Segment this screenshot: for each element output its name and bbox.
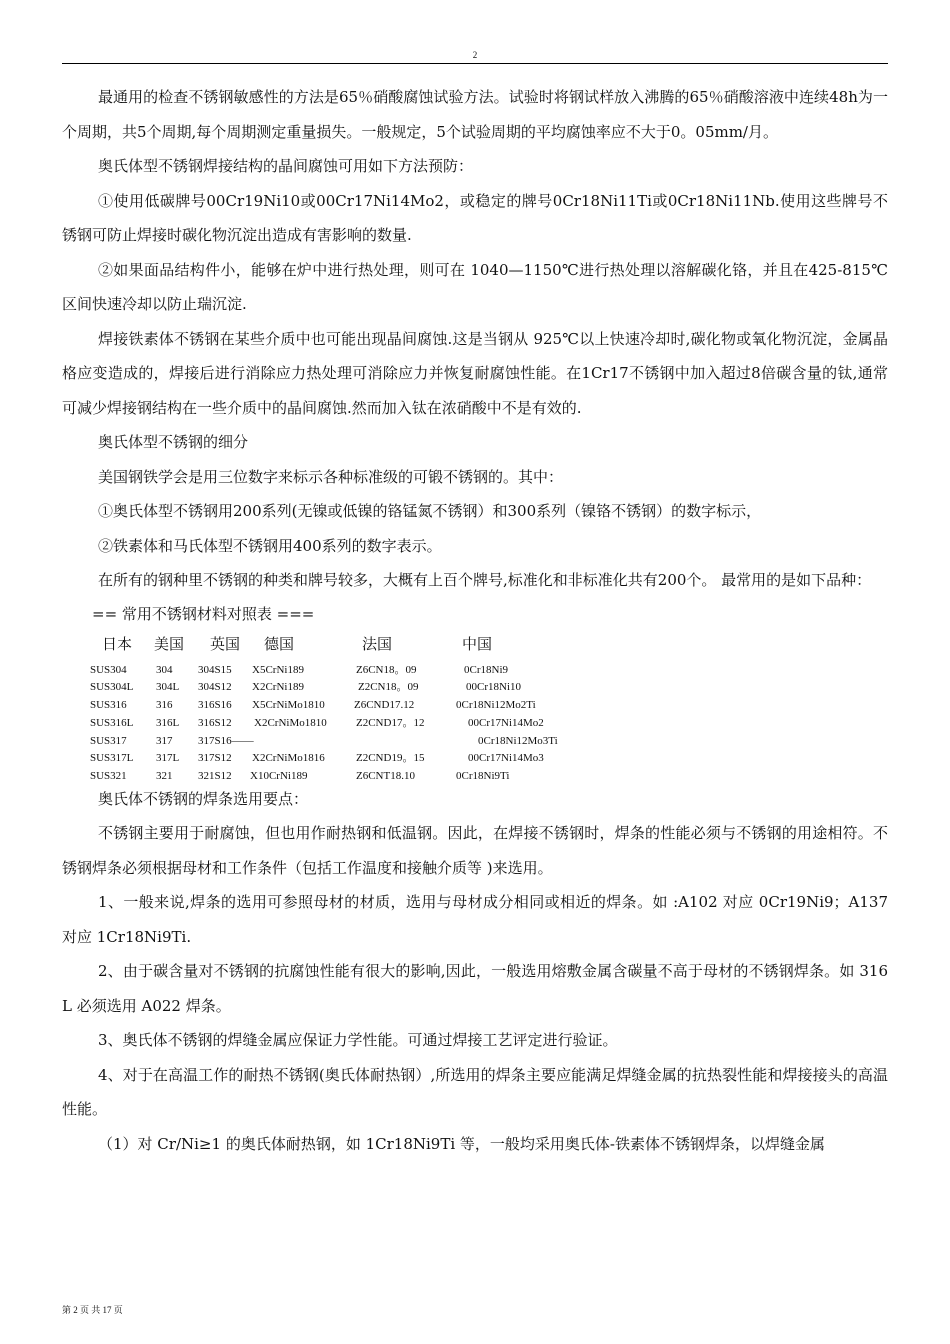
table-cell: 0Cr18Ni12Mo2Ti — [456, 699, 536, 712]
table-cell: SUS304L — [90, 681, 134, 694]
table-cell: 316S12 — [198, 716, 232, 729]
table-row — [62, 750, 888, 768]
table-row — [62, 733, 888, 751]
table-cell: Z6CND17.12 — [354, 699, 415, 712]
table-cell: X10CrNi189 — [250, 770, 308, 783]
header-rule — [62, 63, 888, 64]
section-heading: 奥氏体不锈钢的焊条选用要点： — [98, 790, 309, 809]
paragraph: ①奥氏体型不锈钢用200系列(无镍或低镍的铬锰氮不锈钢）和300系列（镍铬不锈钢）的数字标示， — [98, 502, 762, 520]
paragraph: ②铁素体和马氏体型不锈钢用400系列的数字表示。 — [98, 536, 442, 555]
table-cell: 304S12 — [198, 681, 232, 694]
table-row — [62, 662, 888, 680]
table-cell: 0Cr18Ni12Mo3Ti — [478, 734, 558, 747]
table-cell: 317L — [156, 752, 180, 765]
paragraph: 焊接铁素体不锈钢在某些介质中也可能出现晶间腐蚀.这是当钢从 925℃以上快速冷却时,碳化物或氧化物沉淀，金属晶格应变造成的，焊接后进行消除应力热处理可消除应力并恢复耐腐蚀性能。在1Cr17不锈钢中加入超过8倍碳含量的钛,通常可减少焊接钢结构在一些介质中的晶间腐蚀.然而加入钛在浓硝酸中不是有效的. — [62, 329, 888, 417]
table-cell: 00Cr18Ni10 — [466, 681, 521, 694]
paragraph: ①使用低碳牌号00Cr19Ni10或00Cr17Ni14Mo2，或稳定的牌号0Cr18Ni11Ti或0Cr18Ni11Nb.使用这些牌号不锈钢可防止焊接时碳化物沉淀出造成有害影响的数量. — [62, 191, 888, 244]
table-cell: X5CrNi189 — [252, 663, 304, 676]
paragraph: 奥氏体型不锈钢焊接结构的晶间腐蚀可用如下方法预防： — [98, 157, 474, 175]
table-header-cell: 中国 — [462, 634, 493, 653]
table-cell: 317S12 — [198, 752, 232, 765]
table-row — [62, 697, 888, 715]
table-cell: SUS316 — [90, 699, 127, 712]
table-cell: Z6CNT18.10 — [356, 770, 415, 783]
table-cell: 317 — [156, 734, 173, 747]
paragraph: 美国钢铁学会是用三位数字来标示各种标准级的可锻不锈钢的。其中： — [98, 467, 564, 486]
table-header-cell: 英国 — [210, 634, 241, 653]
table-cell: X2CrNi189 — [252, 681, 304, 694]
table-header-row — [62, 628, 888, 660]
paragraph: 在所有的钢种里不锈钢的种类和牌号较多，大概有上百个牌号,标准化和非标准化共有200个。 最常用的是如下品种： — [98, 571, 872, 589]
paragraph: 不锈钢主要用于耐腐蚀，但也用作耐热钢和低温钢。因此，在焊接不锈钢时，焊条的性能必须与不锈钢的用途相符。不锈钢焊条必须根据母材和工作条件（包括工作温度和接触介质等 )来选用。 — [62, 824, 888, 877]
paragraph: 最通用的检查不锈钢敏感性的方法是65％硝酸腐蚀试验方法。试验时将钢试样放入沸腾的65％硝酸溶液中连续48h为一个周期，共5个周期,每个周期测定重量损失。一般规定，5个试验周期的平均腐蚀率应不大于0。05mm/月。 — [62, 88, 888, 141]
table-title: == 常用不锈钢材料对照表 === — [92, 604, 315, 623]
table-cell: 317S16—— — [198, 734, 254, 747]
table-row — [62, 768, 888, 786]
table-cell: 0Cr18Ni9Ti — [456, 770, 510, 783]
table-cell: SUS317 — [90, 734, 127, 747]
table-body — [62, 662, 888, 787]
page-footer: 第 2 页 共 17 页 — [62, 1305, 123, 1315]
paragraph: 2、由于碳含量对不锈钢的抗腐蚀性能有很大的影响,因此，一般选用熔敷金属含碳量不高于母材的不锈钢焊条。如 316L 必须选用 A022 焊条。 — [62, 962, 888, 1015]
table-cell: X2CrNiMo1810 — [254, 716, 327, 729]
paragraph: ②如果面品结构件小，能够在炉中进行热处理，则可在 1040—1150℃进行热处理以溶解碳化铬，并且在425-815℃区间快速冷却以防止瑞沉淀. — [62, 260, 888, 313]
table-cell: 316L — [156, 716, 180, 729]
table-cell: 316S16 — [198, 699, 232, 712]
paragraph: 1、一般来说,焊条的选用可参照母材的材质，选用与母材成分相同或相近的焊条。如 :A102 对应 0Cr19Ni9；A137 对应 1Cr18Ni9Ti. — [62, 893, 888, 946]
table-row — [62, 715, 888, 733]
paragraph: 3、奥氏体不锈钢的焊缝金属应保证力学性能。可通过焊接工艺评定进行验证。 — [98, 1031, 618, 1050]
table-cell: SUS321 — [90, 770, 127, 783]
table-cell: 304S15 — [198, 663, 232, 676]
paragraph: 奥氏体型不锈钢的细分 — [98, 433, 249, 451]
table-cell: 0Cr18Ni9 — [464, 663, 508, 676]
paragraph: （1）对 Cr/Ni≥1 的奥氏体耐热钢，如 1Cr18Ni9Ti 等，一般均采用奥氏体-铁素体不锈钢焊条，以焊缝金属 — [98, 1134, 825, 1153]
page-number: 2 — [472, 50, 478, 60]
document-body — [62, 80, 888, 1161]
table-cell: 00Cr17Ni14Mo2 — [468, 716, 544, 729]
table-header-cell: 日本 — [102, 634, 133, 653]
table-cell: SUS316L — [90, 716, 134, 729]
table-cell: X2CrNiMo1816 — [252, 752, 325, 765]
table-cell: 316 — [156, 699, 173, 712]
table-header-cell: 法国 — [362, 634, 393, 653]
table-cell: Z2CND17。12 — [356, 716, 425, 729]
table-cell: SUS304 — [90, 663, 127, 676]
table-cell: Z2CN18。09 — [358, 681, 419, 694]
table-cell: 321S12 — [198, 770, 232, 783]
table-cell: 00Cr17Ni14Mo3 — [468, 752, 544, 765]
table-row — [62, 679, 888, 697]
comparison-table — [62, 600, 888, 787]
table-cell: Z2CND19。15 — [356, 752, 425, 765]
table-cell: Z6CN18。09 — [356, 663, 417, 676]
table-cell: X5CrNiMo1810 — [252, 699, 325, 712]
table-cell: 304L — [156, 681, 180, 694]
table-header-cell: 美国 — [154, 634, 185, 653]
table-header-cell: 德国 — [264, 634, 295, 653]
table-cell: 304 — [156, 663, 173, 676]
table-cell: SUS317L — [90, 752, 134, 765]
table-cell: 321 — [156, 770, 173, 783]
paragraph: 4、对于在高温工作的耐热不锈钢(奥氏体耐热钢）,所选用的焊条主要应能满足焊缝金属的抗热裂性能和焊接接头的高温性能。 — [62, 1065, 888, 1119]
